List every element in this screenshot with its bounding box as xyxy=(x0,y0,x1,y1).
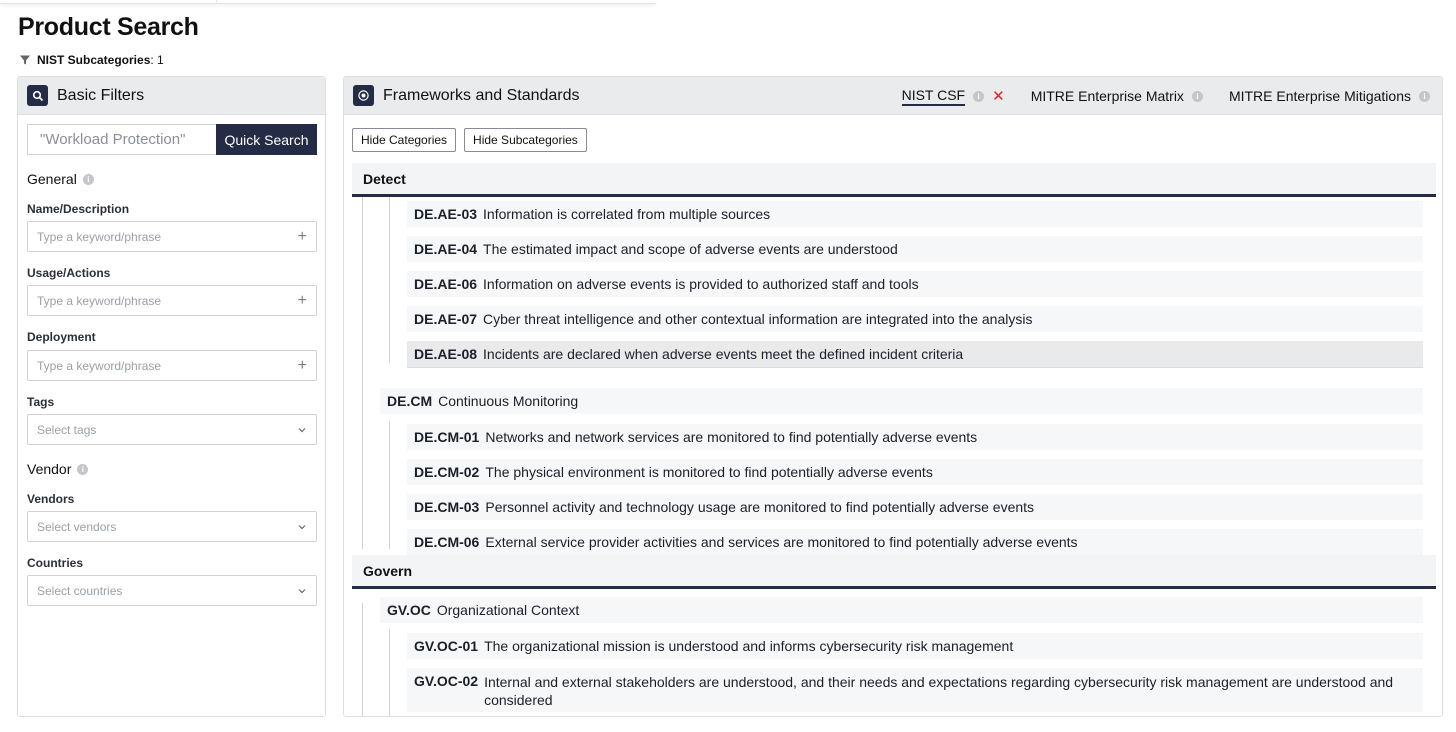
basic-filters-header xyxy=(18,77,325,115)
chevron-down-icon xyxy=(297,425,307,435)
chevron-down-icon xyxy=(297,522,307,532)
top-tab-divider xyxy=(216,0,217,4)
subcategory-code: DE.AE-03 xyxy=(414,206,478,222)
deployment-placeholder: Type a keyword/phrase xyxy=(37,358,162,373)
subcategory-row-de-ae-07[interactable] xyxy=(407,306,1423,332)
subcategory-text: Personnel activity and technology usage are monitored to find potentially adverse events xyxy=(485,499,1035,515)
tab-mitre-mitigations-label: MITRE Enterprise Mitigations xyxy=(1228,88,1411,104)
funnel-icon xyxy=(19,54,31,66)
category-text: Continuous Monitoring xyxy=(438,393,579,409)
tags-placeholder: Select tags xyxy=(37,422,97,437)
govern-tree xyxy=(352,603,1436,717)
subcategory-row-de-ae-06[interactable] xyxy=(407,271,1423,297)
subcategory-text: The physical environment is monitored to find potentially adverse events xyxy=(485,464,933,480)
tags-label: Tags xyxy=(27,395,55,409)
category-code: DE.CM xyxy=(387,393,433,409)
plus-icon[interactable]: + xyxy=(297,227,307,245)
deployment-label: Deployment xyxy=(27,330,96,344)
tree-line xyxy=(362,197,363,549)
framework-icon xyxy=(353,85,374,106)
vendor-section-label xyxy=(27,461,88,477)
frameworks-header xyxy=(344,77,1442,115)
subcategory-code: DE.CM-06 xyxy=(414,534,480,550)
subcategory-text: Information is correlated from multiple sources xyxy=(483,206,771,222)
general-section-label xyxy=(27,171,94,187)
active-filter-label: NIST Subcategories xyxy=(37,53,151,67)
info-icon[interactable]: i xyxy=(83,174,94,185)
deployment-input[interactable] xyxy=(27,350,317,381)
subcategory-code: DE.CM-01 xyxy=(414,429,480,445)
chevron-down-icon xyxy=(297,586,307,596)
subcategory-row-de-ae-03[interactable] xyxy=(407,201,1423,227)
subcategory-text: Networks and network services are monitored to find potentially adverse events xyxy=(485,429,978,445)
close-icon[interactable]: ✕ xyxy=(992,87,1005,105)
hide-categories-button[interactable]: Hide Categories xyxy=(352,128,456,152)
top-tab-strip xyxy=(0,0,656,4)
usage-actions-input[interactable] xyxy=(27,285,317,316)
subcategory-code: DE.AE-08 xyxy=(414,346,478,362)
hide-subcategories-button[interactable]: Hide Subcategories xyxy=(464,128,587,152)
frameworks-title: Frameworks and Standards xyxy=(383,86,580,104)
subcategory-text: Cyber threat intelligence and other contextual information are integrated into the analysis xyxy=(483,311,1033,327)
subcategory-text: Information on adverse events is provided to authorized staff and tools xyxy=(483,276,919,292)
framework-tabs xyxy=(902,77,1430,115)
toggle-row xyxy=(352,128,587,152)
countries-label: Countries xyxy=(27,556,84,570)
frameworks-panel xyxy=(343,76,1443,717)
function-header-govern[interactable]: Govern xyxy=(352,555,1436,589)
subcategory-text: External service provider activities and services are monitored to find potentially adverse events xyxy=(485,534,1078,550)
general-label: General xyxy=(27,171,77,187)
basic-filters-panel xyxy=(17,76,326,717)
quick-search-row xyxy=(27,124,317,155)
subcategory-row-gv-oc-02[interactable] xyxy=(407,668,1423,712)
info-icon[interactable]: i xyxy=(1192,91,1203,102)
vendors-select[interactable] xyxy=(27,511,317,542)
basic-filters-title: Basic Filters xyxy=(57,86,145,104)
subcategory-code: GV.OC-02 xyxy=(414,673,479,689)
name-description-placeholder: Type a keyword/phrase xyxy=(37,229,162,244)
tab-mitre-enterprise-matrix[interactable] xyxy=(1031,88,1203,104)
subcategory-row-de-cm-03[interactable] xyxy=(407,494,1423,520)
page-title: Product Search xyxy=(18,13,199,41)
subcategory-code: DE.AE-07 xyxy=(414,311,478,327)
subcategory-code: DE.CM-03 xyxy=(414,499,480,515)
countries-placeholder: Select countries xyxy=(37,583,123,598)
usage-actions-placeholder: Type a keyword/phrase xyxy=(37,293,162,308)
category-text: Organizational Context xyxy=(436,602,580,618)
vendors-label: Vendors xyxy=(27,492,75,506)
subcategory-row-de-cm-06[interactable] xyxy=(407,529,1423,555)
function-header-detect[interactable]: Detect xyxy=(352,163,1436,197)
active-filter-value: : 1 xyxy=(150,53,164,67)
quick-search-input[interactable]: "Workload Protection" xyxy=(27,124,216,155)
name-description-label: Name/Description xyxy=(27,202,130,216)
subcategory-code: DE.CM-02 xyxy=(414,464,480,480)
plus-icon[interactable]: + xyxy=(297,356,307,374)
subcategory-code: GV.OC-01 xyxy=(414,638,479,654)
subcategory-text: Incidents are declared when adverse events meet the defined incident criteria xyxy=(483,346,964,362)
subcategory-code: DE.AE-04 xyxy=(414,241,478,257)
tab-mitre-enterprise-mitigations[interactable] xyxy=(1229,88,1430,104)
info-icon[interactable]: i xyxy=(1419,91,1430,102)
framework-tree-scroll[interactable] xyxy=(352,163,1436,717)
tab-nist-csf[interactable] xyxy=(902,87,1005,106)
tab-nist-csf-label: NIST CSF xyxy=(902,87,966,106)
subcategory-row-de-cm-01[interactable] xyxy=(407,424,1423,450)
search-icon xyxy=(27,85,48,106)
tree-line xyxy=(362,603,363,717)
category-row-gv-oc[interactable] xyxy=(380,597,1423,623)
name-description-input[interactable] xyxy=(27,221,317,252)
tree-line xyxy=(389,197,390,363)
subcategory-text: The organizational mission is understood and informs cybersecurity risk management xyxy=(484,638,1014,654)
subcategory-text: The estimated impact and scope of adverse events are understood xyxy=(483,241,898,257)
countries-select[interactable] xyxy=(27,575,317,606)
tab-mitre-matrix-label: MITRE Enterprise Matrix xyxy=(1030,88,1184,104)
tree-line xyxy=(389,629,390,717)
usage-actions-label: Usage/Actions xyxy=(27,266,111,280)
plus-icon[interactable]: + xyxy=(297,291,307,309)
active-filter-summary[interactable] xyxy=(19,53,164,67)
category-code: GV.OC xyxy=(387,602,431,618)
info-icon[interactable]: i xyxy=(77,464,88,475)
subcategory-row-de-cm-02[interactable] xyxy=(407,459,1423,485)
subcategory-row-de-ae-04[interactable] xyxy=(407,236,1423,262)
quick-search-button[interactable]: Quick Search xyxy=(216,124,317,155)
vendors-placeholder: Select vendors xyxy=(37,519,117,534)
info-icon[interactable]: i xyxy=(973,91,984,102)
vendor-label: Vendor xyxy=(27,461,72,477)
subcategory-row-de-ae-08[interactable] xyxy=(407,341,1423,368)
tree-line xyxy=(389,421,390,549)
category-row-de-cm[interactable] xyxy=(380,388,1423,414)
subcategory-code: DE.AE-06 xyxy=(414,276,478,292)
subcategory-row-gv-oc-01[interactable] xyxy=(407,633,1423,659)
tags-select[interactable] xyxy=(27,414,317,445)
subcategory-text: Internal and external stakeholders are understood, and their needs and expectations regarding cybersecurity risk management are understood and considered xyxy=(484,674,1394,708)
